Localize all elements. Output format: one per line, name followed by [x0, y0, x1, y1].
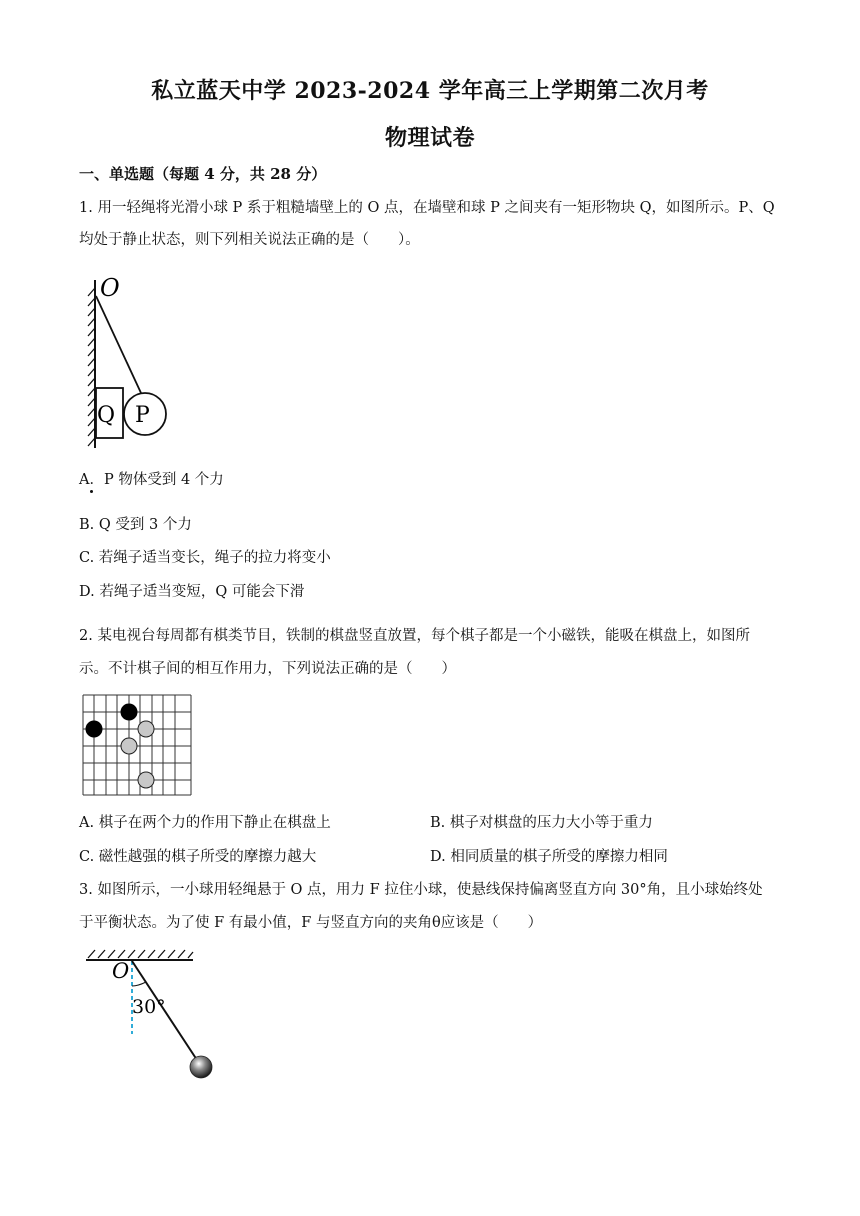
gray-stone	[121, 738, 137, 754]
fig3-label-angle: 30°	[132, 996, 166, 1018]
fig1-label-o: O	[100, 274, 120, 302]
question-2-stem-line1: 2. 某电视台每周都有棋类节目，铁制的棋盘竖直放置，每个棋子都是一个小磁铁，能吸在棋盘上，如图所	[79, 628, 750, 644]
fig3-label-o: O	[112, 959, 130, 983]
page-title: 私立蓝天中学 2023-2024 学年高三上学期第二次月考	[151, 78, 709, 104]
pendulum-ball	[190, 1056, 212, 1078]
question-3-stem-line2: 于平衡状态。为了使 F 有最小值，F 与竖直方向的夹角θ应该是（ ）	[79, 915, 543, 931]
black-stone	[86, 721, 102, 737]
question-2-stem-line2: 示。不计棋子间的相互作用力，下列说法正确的是（ ）	[79, 661, 456, 677]
question-2-option-c: C. 磁性越强的棋子所受的摩擦力越大	[79, 849, 317, 865]
section-heading: 一、单选题（每题 4 分，共 28 分）	[79, 165, 327, 183]
question-1-figure	[78, 270, 178, 455]
question-2-chessboard	[83, 695, 193, 797]
fig1-label-p: P	[135, 403, 150, 428]
question-3-figure	[80, 948, 220, 1083]
question-1-stem-line1: 1. 用一轻绳将光滑小球 P 系于粗糙墙壁上的 O 点，在墙壁和球 P 之间夹有一矩形物块 Q，如图所示。P、Q	[79, 200, 775, 216]
question-1-stem-line2: 均处于静止状态，则下列相关说法正确的是（ ）。	[79, 232, 420, 248]
question-2-option-a: A. 棋子在两个力的作用下静止在棋盘上	[79, 815, 331, 831]
question-1-option-b: B. Q 受到 3 个力	[79, 517, 192, 533]
question-2-option-d: D. 相同质量的棋子所受的摩擦力相同	[430, 849, 668, 865]
black-stone	[121, 704, 137, 720]
question-1-option-c: C. 若绳子适当变长，绳子的拉力将变小	[79, 550, 331, 566]
question-1-option-a: A．P 物体受到 4 个力	[79, 472, 224, 488]
option-a-dot	[90, 490, 93, 493]
question-3-stem-line1: 3. 如图所示，一小球用轻绳悬于 O 点，用力 F 拉住小球，使悬线保持偏离竖直方向 30°角，且小球始终处	[79, 882, 763, 898]
question-2-option-b: B. 棋子对棋盘的压力大小等于重力	[430, 815, 653, 831]
gray-stone	[138, 772, 154, 788]
page-subtitle: 物理试卷	[384, 125, 475, 151]
gray-stone	[138, 721, 154, 737]
question-1-option-d: D. 若绳子适当变短，Q 可能会下滑	[79, 584, 305, 600]
fig1-label-q: Q	[97, 403, 116, 428]
